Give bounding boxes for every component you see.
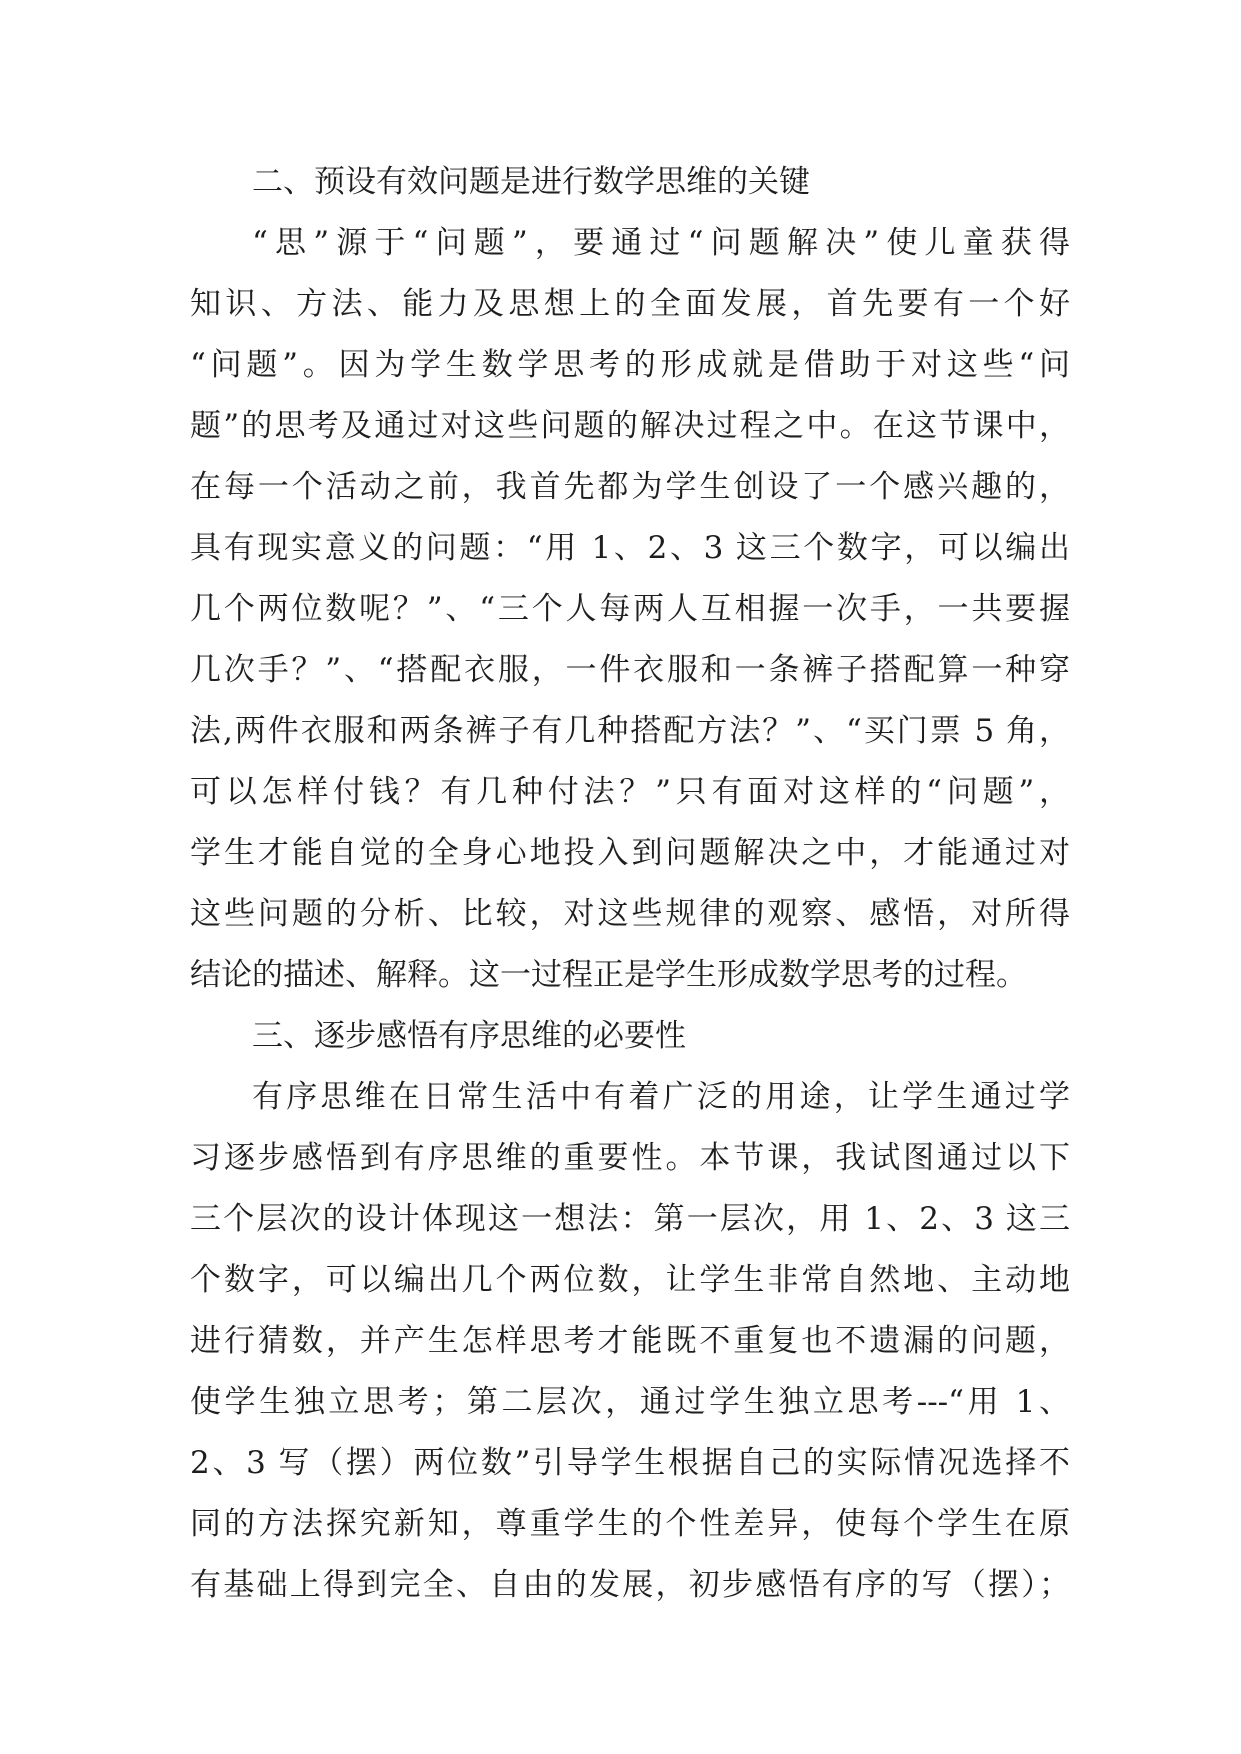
paragraph-line: 几个两位数呢？”、“三个人每两人互相握一次手，一共要握 [190,591,1070,627]
paragraph-line: 知识、方法、能力及思想上的全面发展，首先要有一个好 [190,286,1070,322]
paragraph-line: 习逐步感悟到有序思维的重要性。本节课，我试图通过以下 [190,1140,1070,1176]
paragraph-line: 三个层次的设计体现这一想法：第一层次，用 1、2、3 这三 [190,1201,1070,1237]
section-heading-3: 三、逐步感悟有序思维的必要性 [252,1018,686,1054]
paragraph-line: 法,两件衣服和两条裤子有几种搭配方法？”、“买门票 5 角， [190,713,1070,749]
paragraph-line: “问题”。因为学生数学思考的形成就是借助于对这些“问 [190,347,1070,383]
paragraph-line: 几次手？”、“搭配衣服，一件衣服和一条裤子搭配算一种穿 [190,652,1070,688]
paragraph-line: 学生才能自觉的全身心地投入到问题解决之中，才能通过对 [190,835,1070,871]
paragraph-line: 这些问题的分析、比较，对这些规律的观察、感悟，对所得 [190,896,1070,932]
paragraph-line: 个数字，可以编出几个两位数，让学生非常自然地、主动地 [190,1262,1070,1298]
paragraph-line: 有序思维在日常生活中有着广泛的用途，让学生通过学 [252,1079,1070,1115]
paragraph-line: “思”源于“问题”，要通过“问题解决”使儿童获得 [252,225,1070,261]
paragraph-line: 具有现实意义的问题：“用 1、2、3 这三个数字，可以编出 [190,530,1070,566]
paragraph-line: 题”的思考及通过对这些问题的解决过程之中。在这节课中， [190,408,1070,444]
paragraph-line: 进行猜数，并产生怎样思考才能既不重复也不遗漏的问题， [190,1323,1070,1359]
paragraph-line: 2、3 写（摆）两位数”引导学生根据自己的实际情况选择不 [190,1445,1070,1481]
section-heading-2: 二、预设有效问题是进行数学思维的关键 [252,164,810,200]
paragraph-line: 使学生独立思考；第二层次，通过学生独立思考---“用 1、 [190,1384,1070,1420]
paragraph-line: 同的方法探究新知，尊重学生的个性差异，使每个学生在原 [190,1506,1070,1542]
paragraph-line: 在每一个活动之前，我首先都为学生创设了一个感兴趣的， [190,469,1070,505]
paragraph-line: 结论的描述、解释。这一过程正是学生形成数学思考的过程。 [190,957,1027,993]
paragraph-line: 有基础上得到完全、自由的发展，初步感悟有序的写（摆）； [190,1567,1070,1603]
paragraph-line: 可以怎样付钱？有几种付法？”只有面对这样的“问题”， [190,774,1070,810]
